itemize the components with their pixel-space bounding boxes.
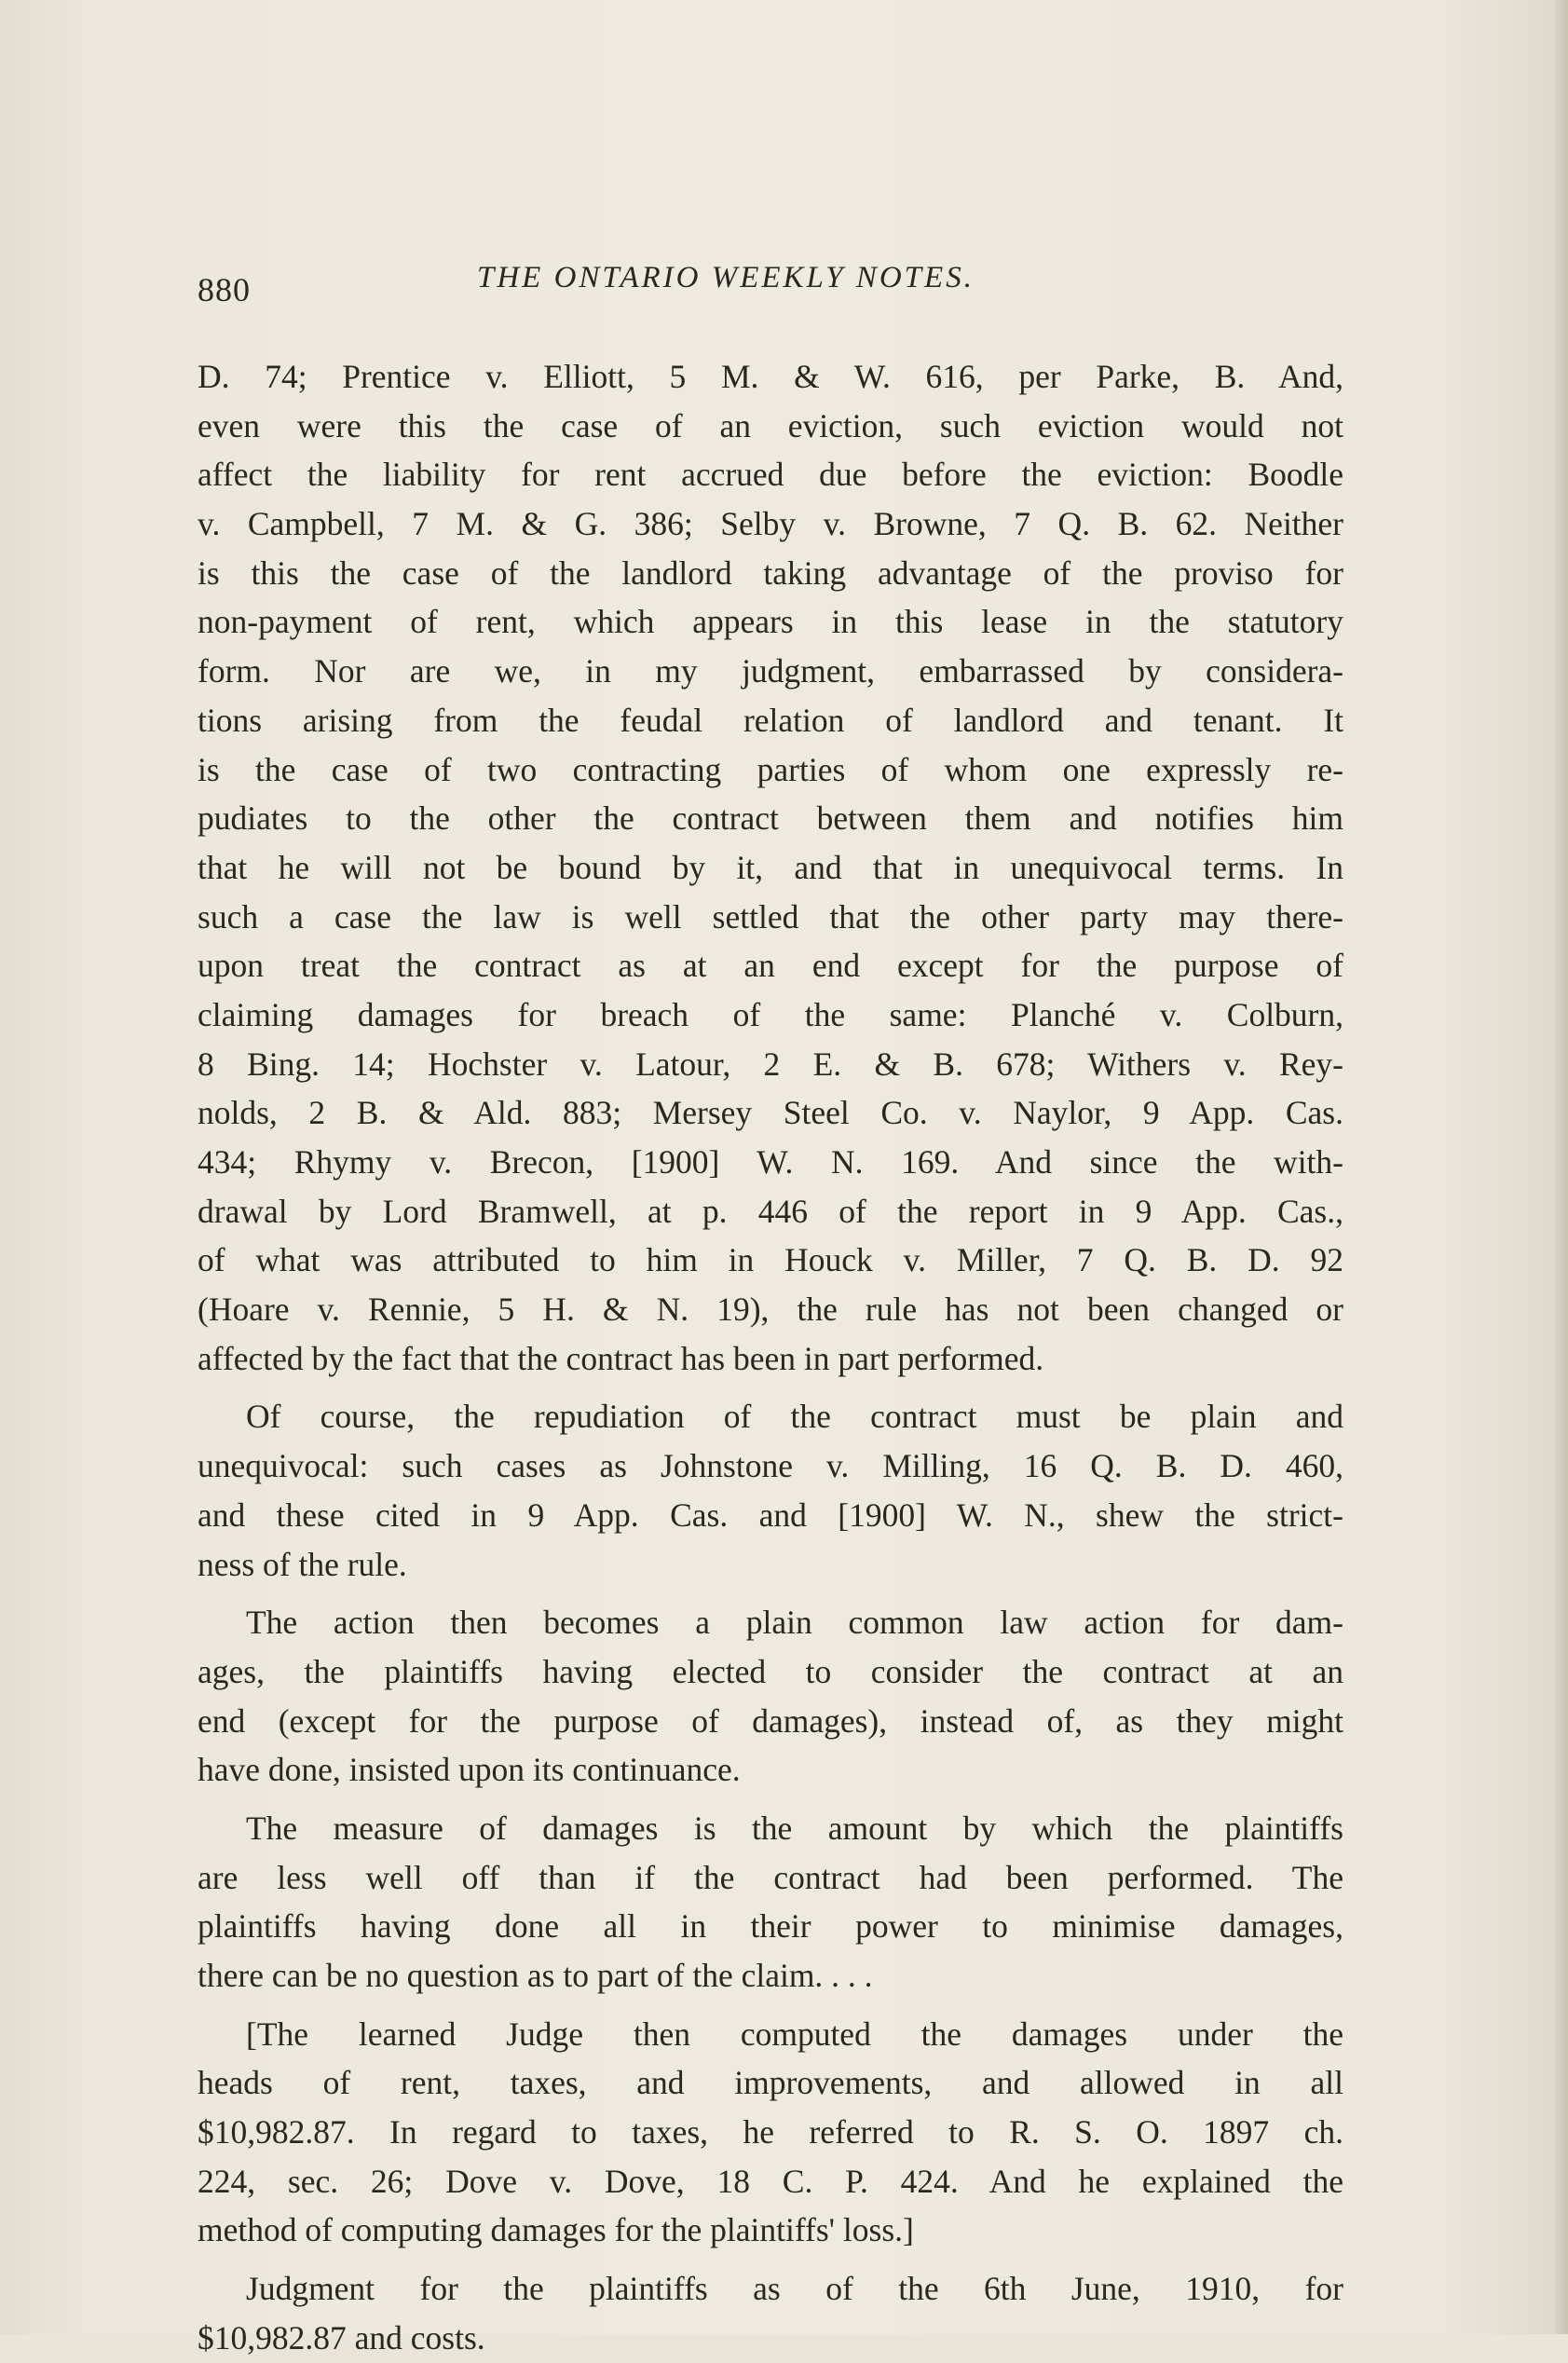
page-header: [198, 257, 1343, 313]
text-line: 434; Rhymy v. Brecon, [1900] W. N. 169. And since the with-: [198, 1143, 1343, 1181]
text-line: unequivocal: such cases as Johnstone v. Milling, 16 Q. B. D. 460,: [198, 1447, 1343, 1485]
text-line: (Hoare v. Rennie, 5 H. & N. 19), the rule has not been changed or: [198, 1291, 1343, 1329]
text-line: affected by the fact that the contract has been in part performed.: [198, 1339, 1044, 1377]
text-line: The action then becomes a plain common law action for dam-: [246, 1604, 1343, 1642]
text-line: claiming damages for breach of the same: Planché v. Colburn,: [198, 995, 1343, 1033]
text-line: there can be no question as to part of the claim. . . .: [198, 1957, 873, 1994]
text-line: D. 74; Prentice v. Elliott, 5 M. & W. 616, per Parke, B. And,: [198, 358, 1343, 395]
paragraph: [198, 1392, 1343, 1589]
text-line: of what was attributed to him in Houck v. Miller, 7 Q. B. D. 92: [198, 1241, 1343, 1279]
paragraph: [198, 352, 1343, 1383]
text-line: [The learned Judge then computed the damages under the: [246, 2015, 1343, 2053]
running-head: THE ONTARIO WEEKLY NOTES.: [477, 261, 975, 294]
page-number: 880: [198, 271, 251, 308]
text-line: drawal by Lord Bramwell, at p. 446 of the report in 9 App. Cas.,: [198, 1192, 1343, 1230]
text-line: ness of the rule.: [198, 1545, 407, 1583]
paragraph-gap: [198, 1589, 1343, 1598]
text-line: ages, the plaintiffs having elected to consider the contract at an: [198, 1652, 1343, 1690]
text-line: even were this the case of an eviction, such eviction would not: [198, 406, 1343, 444]
text-line: The measure of damages is the amount by which the plaintiffs: [246, 1809, 1343, 1847]
paragraph-gap: [198, 2255, 1343, 2264]
text-line: end (except for the purpose of damages), instead of, as they might: [198, 1701, 1343, 1740]
text-line: plaintiffs having done all in their power to minimise damages,: [198, 1907, 1343, 1946]
text-line: affect the liability for rent accrued due before the eviction: Boodle: [198, 456, 1343, 494]
text-line: pudiates to the other the contract between them and notifies him: [198, 799, 1343, 838]
text-line: form. Nor are we, in my judgment, embarrassed by considera-: [198, 652, 1343, 690]
text-line: $10,982.87. In regard to taxes, he referred to R. S. O. 1897 ch.: [198, 2113, 1343, 2151]
paragraph: [198, 2264, 1343, 2362]
text-line: method of computing damages for the plaintiffs' loss.]: [198, 2211, 914, 2249]
text-line: heads of rent, taxes, and improvements, and allowed in all: [198, 2064, 1343, 2102]
paragraph-gap: [198, 2001, 1343, 2010]
page-edge-shadow: [1555, 0, 1568, 2334]
paragraph-gap: [198, 1795, 1343, 1804]
text-line: have done, insisted upon its continuance.: [198, 1751, 741, 1789]
text-line: $10,982.87 and costs.: [198, 2318, 485, 2356]
paragraph: [198, 2010, 1343, 2255]
text-line: are less well off than if the contract had been performed. The: [198, 1858, 1343, 1896]
text-line: such a case the law is well settled that the other party may there-: [198, 897, 1343, 936]
text-line: v. Campbell, 7 M. & G. 386; Selby v. Browne, 7 Q. B. 62. Neither: [198, 505, 1343, 543]
paragraph-gap: [198, 1383, 1343, 1392]
paragraph: [198, 1598, 1343, 1795]
text-line: 8 Bing. 14; Hochster v. Latour, 2 E. & B. 678; Withers v. Rey-: [198, 1045, 1343, 1083]
paragraph: [198, 1804, 1343, 2001]
text-line: nolds, 2 B. & Ald. 883; Mersey Steel Co. v. Naylor, 9 App. Cas.: [198, 1094, 1343, 1132]
text-line: tions arising from the feudal relation of landlord and tenant. It: [198, 701, 1343, 739]
text-line: Of course, the repudiation of the contract must be plain and: [246, 1398, 1343, 1436]
text-line: 224, sec. 26; Dove v. Dove, 18 C. P. 424. And he explained the: [198, 2162, 1343, 2200]
text-line: is this the case of the landlord taking advantage of the proviso for: [198, 553, 1343, 592]
text-line: upon treat the contract as at an end except for the purpose of: [198, 947, 1343, 985]
body-text: [198, 352, 1343, 2363]
text-line: Judgment for the plaintiffs as of the 6th June, 1910, for: [246, 2270, 1343, 2308]
text-line: is the case of two contracting parties of whom one expressly re-: [198, 750, 1343, 788]
text-line: and these cited in 9 App. Cas. and [1900] W. N., shew the strict-: [198, 1496, 1343, 1534]
text-line: that he will not be bound by it, and that in unequivocal terms. In: [198, 848, 1343, 886]
text-line: non-payment of rent, which appears in this lease in the statutory: [198, 603, 1343, 641]
